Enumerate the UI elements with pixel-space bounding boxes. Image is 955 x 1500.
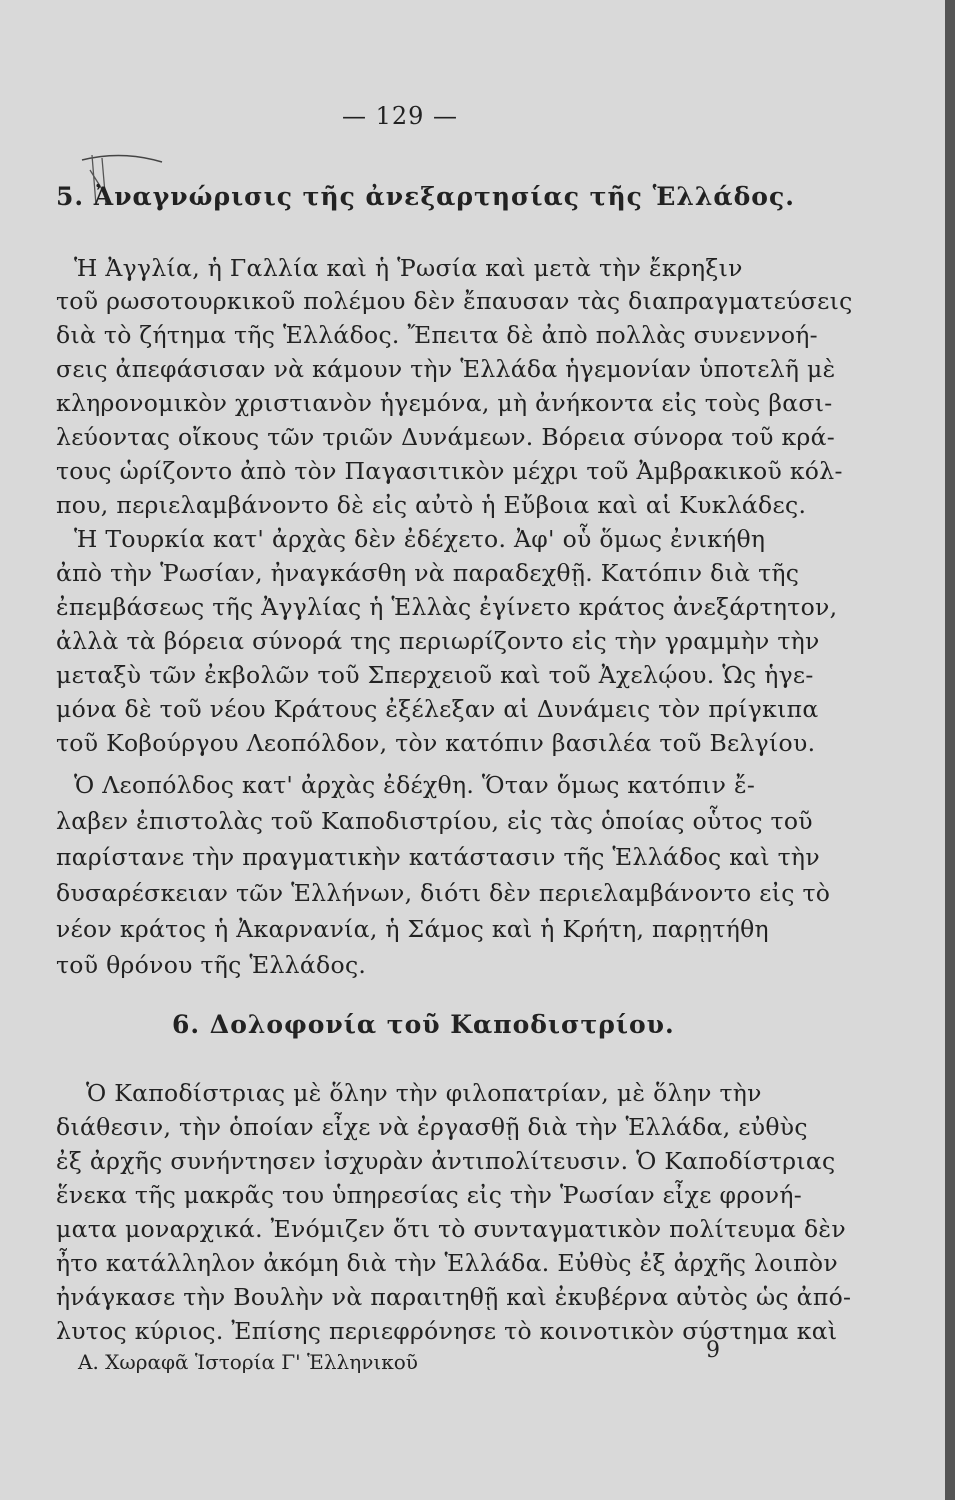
text-line: τοῦ θρόνου τῆς Ἑλλάδος. [56,951,367,979]
text-line: ἕνεκα τῆς μακρᾶς του ὑπηρεσίας εἰς τὴν Ῥωσίαν εἶχε φρονή- [56,1181,802,1209]
text-line: που, περιελαμβάνοντο δὲ εἰς αὐτὸ ἡ Εὔβοια καὶ αἱ Κυκλάδες. [56,491,807,519]
text-line: δυσαρέσκειαν τῶν Ἑλλήνων, διότι δὲν περιελαμβάνοντο εἰς τὸ [56,879,831,907]
text-line: σεις ἀπεφάσισαν νὰ κάμουν τὴν Ἑλλάδα ἡγεμονίαν ὑποτελῆ μὲ [56,355,836,383]
text-line: διὰ τὸ ζήτημα τῆς Ἑλλάδος. Ἔπειτα δὲ ἀπὸ πολλὰς συνεννοή- [56,321,818,349]
text-line: ἐπεμβάσεως τῆς Ἀγγλίας ἡ Ἑλλὰς ἐγίνετο κράτος ἀνεξάρτητον, [56,593,838,621]
text-line: τοῦ ρωσοτουρκικοῦ πολέμου δὲν ἔπαυσαν τὰς διαπραγματεύσεις [56,287,853,315]
text-line: ματα μοναρχικά. Ἐνόμιζεν ὅτι τὸ συνταγματικὸν πολίτευμα δὲν [56,1215,846,1243]
text-line: Ἡ Ἀγγλία, ἡ Γαλλία καὶ ἡ Ῥωσία καὶ μετὰ τὴν ἔκρηξιν [74,254,743,282]
text-line: διάθεσιν, τὴν ὁποίαν εἶχε νὰ ἐργασθῇ διὰ τὴν Ἑλλάδα, εὐθὺς [56,1113,808,1141]
signature-mark: 9 [706,1338,720,1363]
text-line: λαβεν ἐπιστολὰς τοῦ Καποδιστρίου, εἰς τὰς ὁποίας οὗτος τοῦ [56,807,813,835]
page-number: — 129 — [341,102,459,130]
section-heading-5: 5. Ἀναγνώρισις τῆς ἀνεξαρτησίας τῆς Ἑλλάδος. [56,182,795,211]
text-line: ἀπὸ τὴν Ῥωσίαν, ἠναγκάσθη νὰ παραδεχθῇ. Κατόπιν διὰ τῆς [56,559,800,587]
text-line: ἐξ ἀρχῆς συνήντησεν ἰσχυρὰν ἀντιπολίτευσιν. Ὁ Καποδίστριας [56,1147,836,1175]
text-line: κληρονομικὸν χριστιανὸν ἡγεμόνα, μὴ ἀνήκοντα εἰς τοὺς βασι- [56,389,833,417]
text-line: τοῦ Κοβούργου Λεοπόλδον, τὸν κατόπιν βασιλέα τοῦ Βελγίου. [56,729,816,757]
text-line: Ὁ Λεοπόλδος κατ' ἀρχὰς ἐδέχθη. Ὅταν ὅμως κατόπιν ἔ- [74,771,756,799]
text-line: μεταξὺ τῶν ἐκβολῶν τοῦ Σπερχειοῦ καὶ τοῦ Ἀχελῴου. Ὡς ἡγε- [56,661,814,689]
text-line: λεύοντας οἴκους τῶν τριῶν Δυνάμεων. Βόρεια σύνορα τοῦ κρά- [56,423,836,451]
text-line: Ὁ Καποδίστριας μὲ ὅλην τὴν φιλοπατρίαν, μὲ ὅλην τὴν [86,1079,762,1107]
text-line: ἀλλὰ τὰ βόρεια σύνορά της περιωρίζοντο εἰς τὴν γραμμὴν τὴν [56,627,820,655]
text-line: τους ὡρίζοντο ἀπὸ τὸν Παγασιτικὸν μέχρι τοῦ Ἀμβρακικοῦ κόλ- [56,457,843,485]
text-line: ἦτο κατάλληλον ἀκόμη διὰ τὴν Ἑλλάδα. Εὐθὺς ἐξ ἀρχῆς λοιπὸν [56,1249,838,1277]
text-line: ἠνάγκασε τὴν Βουλὴν νὰ παραιτηθῇ καὶ ἐκυβέρνα αὐτὸς ὡς ἀπό- [56,1283,852,1311]
text-line: λυτος κύριος. Ἐπίσης περιεφρόνησε τὸ κοινοτικὸν σύστημα καὶ [56,1317,838,1345]
page-edge [945,0,955,1500]
text-line: Ἡ Τουρκία κατ' ἀρχὰς δὲν ἐδέχετο. Ἀφ' οὗ ὅμως ἐνικήθη [74,525,766,553]
text-line: μόνα δὲ τοῦ νέου Κράτους ἐξέλεξαν αἱ Δυνάμεις τὸν πρίγκιπα [56,695,819,723]
text-line: παρίστανε τὴν πραγματικὴν κατάστασιν τῆς Ἑλλάδος καὶ τὴν [56,843,820,871]
text-line: νέον κράτος ἡ Ἀκαρνανία, ἡ Σάμος καὶ ἡ Κρήτη, παρῃτήθη [56,915,769,943]
footer-book-title: Α. Χωραφᾶ Ἱστορία Γ' Ἑλληνικοῦ [78,1350,418,1374]
section-heading-6: 6. Δολοφονία τοῦ Καποδιστρίου. [172,1010,675,1039]
